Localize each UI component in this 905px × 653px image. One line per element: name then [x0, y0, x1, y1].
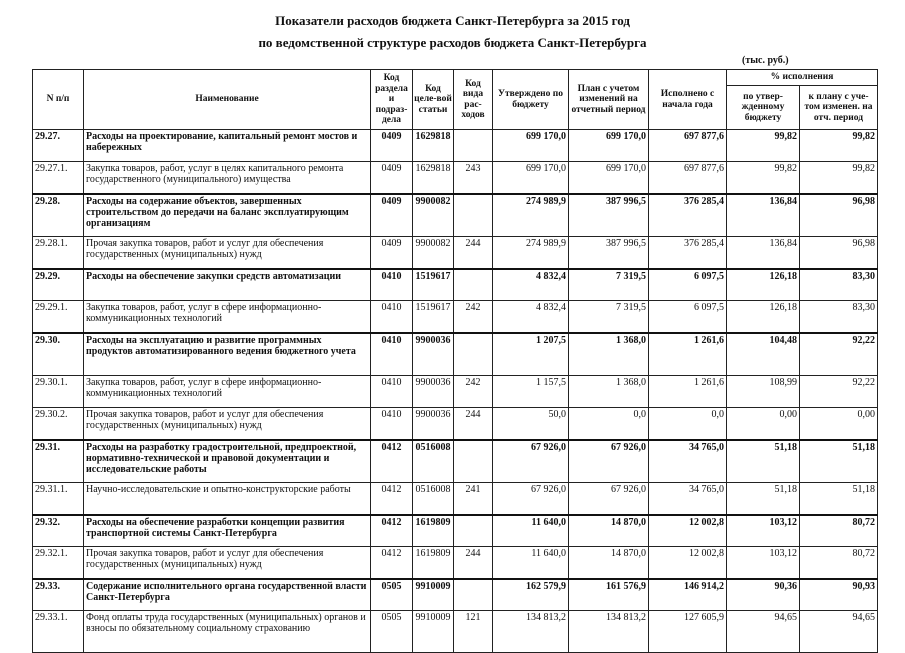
row-plan: 1 368,0: [569, 333, 649, 376]
header-isp: Исполнено с начала года: [649, 70, 727, 130]
row-approved: 274 989,9: [493, 237, 569, 269]
table-row: [33, 483, 878, 515]
row-pct-plan: 80,72: [800, 547, 878, 579]
row-pct-approved: 99,82: [727, 130, 800, 162]
table-row: [33, 408, 878, 440]
row-pct-approved: 90,36: [727, 579, 800, 611]
row-number: 29.29.: [33, 269, 84, 301]
row-stat-code: 9900082: [413, 237, 454, 269]
row-approved: 67 926,0: [493, 483, 569, 515]
row-stat-code: 1619809: [413, 515, 454, 547]
row-executed: 6 097,5: [649, 269, 727, 301]
row-plan: 67 926,0: [569, 483, 649, 515]
row-plan: 161 576,9: [569, 579, 649, 611]
header-razdel: Код раздела и подраз-дела: [371, 70, 413, 130]
document-title: Показатели расходов бюджета Санкт-Петербурга за 2015 год: [275, 13, 630, 28]
row-stat-code: 1519617: [413, 269, 454, 301]
header-stat: Код целе-вой статьи: [413, 70, 454, 130]
row-executed: 376 285,4: [649, 237, 727, 269]
row-approved: 1 207,5: [493, 333, 569, 376]
header-plan: План с учетом изменений на отчетный период: [569, 70, 649, 130]
row-razdel-code: 0409: [371, 194, 413, 237]
row-number: 29.27.: [33, 130, 84, 162]
row-razdel-code: 0410: [371, 376, 413, 408]
row-razdel-code: 0505: [371, 611, 413, 653]
row-pct-plan: 96,98: [800, 194, 878, 237]
row-pct-approved: 126,18: [727, 301, 800, 333]
row-stat-code: 1629818: [413, 162, 454, 194]
row-name: Расходы на эксплуатацию и развитие программных продуктов автоматизированного ведения бюджетного учета: [84, 333, 371, 376]
row-razdel-code: 0412: [371, 483, 413, 515]
row-razdel-code: 0410: [371, 333, 413, 376]
row-razdel-code: 0409: [371, 237, 413, 269]
units-label: (тыс. руб.): [742, 55, 789, 66]
row-plan: 7 319,5: [569, 301, 649, 333]
row-razdel-code: 0410: [371, 301, 413, 333]
row-plan: 134 813,2: [569, 611, 649, 653]
table-row: [33, 440, 878, 483]
row-plan: 387 996,5: [569, 194, 649, 237]
row-pct-plan: 51,18: [800, 483, 878, 515]
row-number: 29.31.1.: [33, 483, 84, 515]
row-approved: 134 813,2: [493, 611, 569, 653]
row-number: 29.30.2.: [33, 408, 84, 440]
row-executed: 12 002,8: [649, 515, 727, 547]
row-stat-code: 9900082: [413, 194, 454, 237]
row-razdel-code: 0410: [371, 269, 413, 301]
row-pct-approved: 51,18: [727, 440, 800, 483]
row-pct-approved: 136,84: [727, 237, 800, 269]
header-utv: Утверждено по бюджету: [493, 70, 569, 130]
row-stat-code: 0516008: [413, 483, 454, 515]
row-plan: 0,0: [569, 408, 649, 440]
row-pct-plan: 94,65: [800, 611, 878, 653]
header-pct-utv: по утвер-жденному бюджету: [727, 86, 800, 130]
row-approved: 11 640,0: [493, 515, 569, 547]
row-pct-plan: 96,98: [800, 237, 878, 269]
row-pct-approved: 99,82: [727, 162, 800, 194]
row-executed: 34 765,0: [649, 440, 727, 483]
row-executed: 34 765,0: [649, 483, 727, 515]
row-pct-plan: 92,22: [800, 376, 878, 408]
row-name: Расходы на содержание объектов, завершенных строительством до передачи на баланс эксплуатирующим организациям: [84, 194, 371, 237]
row-number: 29.29.1.: [33, 301, 84, 333]
row-name: Расходы на обеспечение закупки средств автоматизации: [84, 269, 371, 301]
row-vid-code: [454, 194, 493, 237]
table-row: [33, 579, 878, 611]
row-plan: 699 170,0: [569, 130, 649, 162]
row-name: Прочая закупка товаров, работ и услуг для обеспечения государственных (муниципальных) нужд: [84, 547, 371, 579]
table-row: [33, 237, 878, 269]
row-vid-code: [454, 515, 493, 547]
row-razdel-code: 0505: [371, 579, 413, 611]
row-name: Закупка товаров, работ, услуг в целях капитального ремонта государственного (муниципального) имущества: [84, 162, 371, 194]
row-vid-code: 244: [454, 237, 493, 269]
row-pct-plan: 99,82: [800, 162, 878, 194]
row-razdel-code: 0409: [371, 162, 413, 194]
row-approved: 162 579,9: [493, 579, 569, 611]
row-executed: 1 261,6: [649, 376, 727, 408]
row-name: Прочая закупка товаров, работ и услуг для обеспечения государственных (муниципальных) нужд: [84, 408, 371, 440]
row-name: Закупка товаров, работ, услуг в сфере информационно-коммуникационных технологий: [84, 301, 371, 333]
row-number: 29.33.: [33, 579, 84, 611]
table-row: [33, 547, 878, 579]
row-name: Прочая закупка товаров, работ и услуг для обеспечения государственных (муниципальных) нужд: [84, 237, 371, 269]
table-row: [33, 162, 878, 194]
header-name: Наименование: [84, 70, 371, 130]
row-approved: 50,0: [493, 408, 569, 440]
row-number: 29.30.: [33, 333, 84, 376]
row-executed: 697 877,6: [649, 130, 727, 162]
row-pct-approved: 0,00: [727, 408, 800, 440]
table-row: [33, 333, 878, 376]
row-plan: 14 870,0: [569, 515, 649, 547]
row-stat-code: 9900036: [413, 333, 454, 376]
row-pct-plan: 90,93: [800, 579, 878, 611]
row-stat-code: 9900036: [413, 408, 454, 440]
row-executed: 146 914,2: [649, 579, 727, 611]
row-executed: 6 097,5: [649, 301, 727, 333]
row-plan: 67 926,0: [569, 440, 649, 483]
row-name: Расходы на разработку градостроительной, предпроектной, нормативно-технической и правовой документации и исследовательские работы: [84, 440, 371, 483]
row-vid-code: [454, 333, 493, 376]
row-razdel-code: 0409: [371, 130, 413, 162]
row-approved: 699 170,0: [493, 130, 569, 162]
row-vid-code: 242: [454, 301, 493, 333]
row-pct-approved: 103,12: [727, 515, 800, 547]
row-executed: 127 605,9: [649, 611, 727, 653]
row-number: 29.33.1.: [33, 611, 84, 653]
row-vid-code: 244: [454, 547, 493, 579]
row-pct-plan: 83,30: [800, 269, 878, 301]
table-row: [33, 376, 878, 408]
row-razdel-code: 0410: [371, 408, 413, 440]
row-stat-code: 9910009: [413, 579, 454, 611]
row-stat-code: 1619809: [413, 547, 454, 579]
table-body: [33, 130, 878, 653]
row-pct-approved: 103,12: [727, 547, 800, 579]
row-pct-plan: 99,82: [800, 130, 878, 162]
row-razdel-code: 0412: [371, 547, 413, 579]
row-pct-plan: 83,30: [800, 301, 878, 333]
row-razdel-code: 0412: [371, 440, 413, 483]
header-np: N п/п: [33, 70, 84, 130]
row-pct-approved: 51,18: [727, 483, 800, 515]
row-executed: 0,0: [649, 408, 727, 440]
row-vid-code: [454, 440, 493, 483]
table-row: [33, 269, 878, 301]
row-vid-code: [454, 130, 493, 162]
row-approved: 699 170,0: [493, 162, 569, 194]
row-plan: 7 319,5: [569, 269, 649, 301]
row-name: Закупка товаров, работ, услуг в сфере информационно-коммуникационных технологий: [84, 376, 371, 408]
row-pct-approved: 136,84: [727, 194, 800, 237]
row-plan: 14 870,0: [569, 547, 649, 579]
row-number: 29.31.: [33, 440, 84, 483]
row-stat-code: 0516008: [413, 440, 454, 483]
row-number: 29.27.1.: [33, 162, 84, 194]
row-plan: 699 170,0: [569, 162, 649, 194]
row-pct-plan: 92,22: [800, 333, 878, 376]
row-executed: 697 877,6: [649, 162, 727, 194]
row-plan: 387 996,5: [569, 237, 649, 269]
row-pct-approved: 94,65: [727, 611, 800, 653]
row-vid-code: [454, 269, 493, 301]
row-number: 29.30.1.: [33, 376, 84, 408]
row-stat-code: 1519617: [413, 301, 454, 333]
row-approved: 67 926,0: [493, 440, 569, 483]
row-vid-code: 244: [454, 408, 493, 440]
row-name: Расходы на обеспечение разработки концепции развития транспортной системы Санкт-Петербурга: [84, 515, 371, 547]
row-plan: 1 368,0: [569, 376, 649, 408]
row-pct-plan: 51,18: [800, 440, 878, 483]
row-executed: 1 261,6: [649, 333, 727, 376]
table-row: [33, 611, 878, 653]
row-pct-plan: 0,00: [800, 408, 878, 440]
row-pct-approved: 104,48: [727, 333, 800, 376]
row-stat-code: 1629818: [413, 130, 454, 162]
row-name: Фонд оплаты труда государственных (муниципальных) органов и взносы по обязательному социальному страхованию: [84, 611, 371, 653]
row-approved: 4 832,4: [493, 301, 569, 333]
row-approved: 4 832,4: [493, 269, 569, 301]
row-pct-plan: 80,72: [800, 515, 878, 547]
row-vid-code: 241: [454, 483, 493, 515]
table-row: [33, 515, 878, 547]
row-number: 29.28.: [33, 194, 84, 237]
row-pct-approved: 126,18: [727, 269, 800, 301]
row-name: Содержание исполнительного органа государственной власти Санкт-Петербурга: [84, 579, 371, 611]
document-subtitle: по ведомственной структуре расходов бюджета Санкт-Петербурга: [258, 35, 647, 50]
row-vid-code: 242: [454, 376, 493, 408]
header-vid: Код вида рас-ходов: [454, 70, 493, 130]
row-number: 29.32.1.: [33, 547, 84, 579]
header-pct-plan: к плану с уче-том изменен. на отч. период: [800, 86, 878, 130]
row-vid-code: [454, 579, 493, 611]
budget-table: [32, 69, 878, 653]
row-number: 29.32.: [33, 515, 84, 547]
row-name: Расходы на проектирование, капитальный ремонт мостов и набережных: [84, 130, 371, 162]
row-number: 29.28.1.: [33, 237, 84, 269]
table-row: [33, 194, 878, 237]
table-row: [33, 130, 878, 162]
row-approved: 1 157,5: [493, 376, 569, 408]
row-pct-approved: 108,99: [727, 376, 800, 408]
row-approved: 11 640,0: [493, 547, 569, 579]
row-stat-code: 9900036: [413, 376, 454, 408]
row-approved: 274 989,9: [493, 194, 569, 237]
row-razdel-code: 0412: [371, 515, 413, 547]
table-row: [33, 301, 878, 333]
header-pct: % исполнения: [727, 70, 878, 86]
row-vid-code: 121: [454, 611, 493, 653]
row-name: Научно-исследовательские и опытно-конструкторские работы: [84, 483, 371, 515]
row-executed: 12 002,8: [649, 547, 727, 579]
row-stat-code: 9910009: [413, 611, 454, 653]
row-executed: 376 285,4: [649, 194, 727, 237]
row-vid-code: 243: [454, 162, 493, 194]
